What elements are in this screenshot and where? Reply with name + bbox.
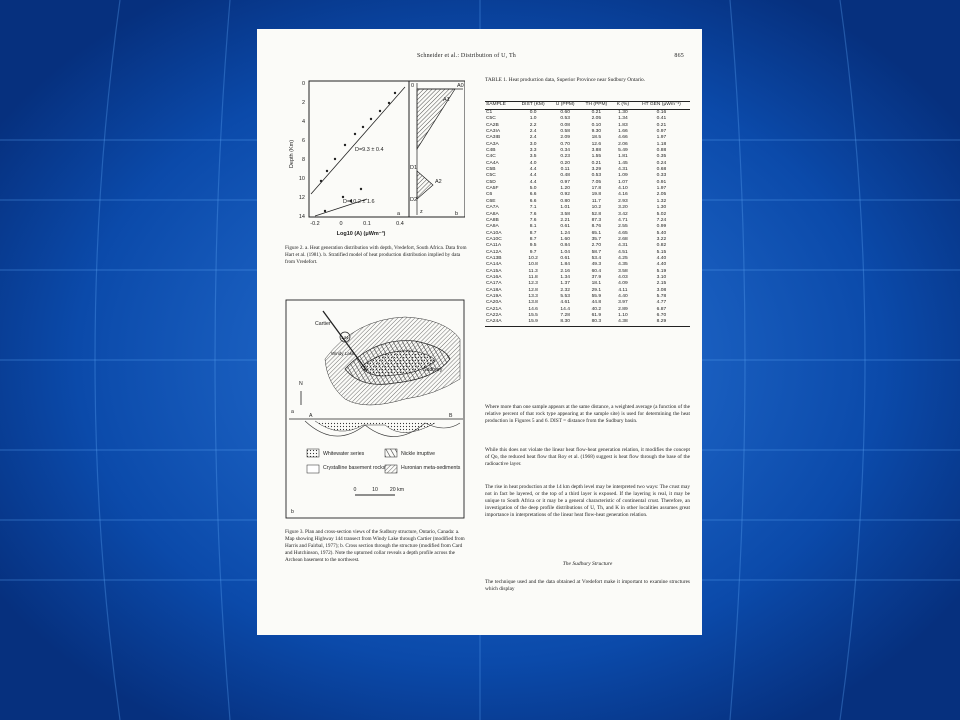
table-cell: 0.33 [656,173,667,179]
table-row [485,319,690,326]
map-label-cartier: Cartier [315,321,331,327]
table-cell: 2.09 [560,135,570,141]
x-tick: -0.2 [310,221,320,227]
table-cell: 8.7 [529,230,537,236]
table-cell: 4.0 [529,160,537,166]
table-cell: 4.25 [618,255,628,261]
table-cell: 0.92 [560,192,570,198]
table-cell: 5.19 [656,268,667,274]
y-tick: 4 [301,119,305,125]
table-cell: 5.02 [656,211,667,217]
table-cell: 0.60 [560,110,570,115]
table-cell: 2.70 [591,243,602,249]
table-cell: CA14A [486,262,502,268]
table-cell: 4.09 [618,281,628,287]
table-cell: CA24A [485,319,516,326]
table-cell: 60.4 [591,268,602,274]
map-north-label: N [299,381,303,387]
table-cell: 0.99 [656,224,667,230]
table-cell: 8.76 [591,224,602,230]
figure-2 [285,79,465,249]
col-header: TH (PPM) [580,102,613,109]
body-paragraph-1: While this does not violate the linear heat flow-heat generation relation, it modifies the concept of Qo, the reduced heat flow that Roy et al. (1968) suggest is heat flow through the base of the radioactive layer. [485,447,690,467]
table-cell: 0.53 [560,116,570,122]
table-cell: 14.4 [560,306,570,312]
table-cell: 0.16 [656,110,667,115]
table-cell: C6E [486,198,496,204]
table-cell: 4.66 [618,135,628,141]
table-cell: 2.93 [618,198,628,204]
table-cell: CA17A [486,281,502,287]
table-cell: 0.97 [656,129,667,135]
table-cell: 4.40 [618,293,628,299]
table-cell: 1.04 [560,249,570,255]
fig2-label-d1: D1 [410,165,418,171]
table-cell: 3.88 [591,148,602,154]
table-cell: 7.05 [591,179,602,185]
table-cell: CA12A [486,249,502,255]
table-cell: 1.10 [618,313,628,318]
table-cell: 1.30 [656,205,667,211]
table-cell: 2.05 [591,116,602,122]
panel-a-label: a [397,211,401,217]
scale-label-10: 10 [372,487,378,493]
table-cell: 4.40 [656,255,667,261]
table-cell: 11.3 [528,268,538,274]
y-tick: 2 [301,100,305,106]
table-cell: 4.4 [529,167,537,173]
figure-3 [285,299,465,521]
legend-swatch-dots [307,449,319,457]
x-tick: 0 [339,221,343,227]
y-tick: 8 [301,157,305,163]
table-cell: 1.97 [656,186,667,192]
table-cell: 8.30 [551,319,580,326]
table-cell: 1.32 [656,198,667,204]
table-cell: 3.58 [618,268,628,274]
y-tick: 10 [298,176,305,182]
legend-whitewater: Whitewater series [323,451,365,457]
table-cell: 5.53 [560,293,570,299]
y-tick: 6 [301,138,305,144]
table-cell: 2.21 [560,217,570,223]
table-cell: 3.08 [656,287,667,293]
table-cell: 2.06 [618,141,628,147]
figure-2-caption: Figure 2. a. Heat generation distribution with depth, Vredefort, South Africa. Data from Hart et al. (1981). b. Stratified model of heat production distribution implied by data from Vredefort. [285,245,467,265]
table-cell: 10.2 [591,205,602,211]
y-tick: 0 [301,81,305,87]
table-cell: 4.4 [529,173,537,179]
table-cell: CA3IB [486,135,501,141]
header-title: Schneider et al.: Distribution of U, Th [417,53,517,59]
table-cell: 1.97 [656,135,667,141]
y-tick: 12 [298,195,305,201]
table-cell: 0.21 [591,110,602,115]
table-cell: 4.65 [618,230,628,236]
table-cell: 3.22 [656,236,667,242]
table-cell: C5C [486,116,496,122]
legend-nickle: Nickle irruptive [401,451,436,457]
table-cell: 12.6 [591,141,602,147]
table-cell: 4.61 [560,300,570,306]
table-cell: 11.8 [528,274,538,280]
table-cell: C6 [486,192,493,198]
table-cell: 17.8 [591,186,602,192]
table-cell: C5C [486,173,496,179]
table-cell: 9.5 [529,243,537,249]
table-cell: 13.8 [528,300,538,306]
table-cell: 6.87 [656,306,667,312]
table-cell: 1.20 [560,186,570,192]
table-cell: 3.97 [618,300,628,306]
table-cell: 3.29 [591,167,602,173]
scale-label-20: 20 km [389,487,405,493]
table-cell: 1.09 [618,173,628,179]
table-cell: CA4A [486,160,499,166]
table-footnote: Where more than one sample appears at the same distance, a weighted average (a function of the relative percent of that rock type appearing at the sample site) is used for determining the heat production in Figures 5 and 6. DIST = distance from the Sudbury basin. [485,404,690,424]
table-cell: CA19A [486,293,502,299]
table-cell: 2.16 [560,268,570,274]
table-cell: 0.82 [656,243,667,249]
table-cell: 1.34 [618,116,628,122]
x-tick: 0.4 [396,221,404,227]
table-cell: 0.08 [560,122,570,128]
legend-huronian: Huronian meta-sediments [401,465,461,471]
table-cell: 10.2 [528,255,538,261]
table-cell: 3.3 [529,148,537,154]
page-number: 865 [674,53,684,59]
table-cell: 6.6 [529,198,537,204]
table-cell: CA3IA [486,129,501,135]
table-cell: 0.41 [656,116,667,122]
fig2-y-label: Depth (Km) [289,139,295,169]
table-cell: 3.10 [656,274,667,280]
table-cell: 80.3 [580,319,613,326]
table-cell: 1.55 [591,154,602,160]
table-1 [485,101,690,327]
section-a-label: A [309,413,313,419]
table-cell: C1 [486,110,493,115]
table-cell: 6.70 [656,313,667,318]
table-cell: 7.6 [529,211,537,217]
table-cell: CA10A [486,230,502,236]
table-cell: 1.07 [618,179,628,185]
table-cell: C5B [486,167,496,173]
table-cell: 0.53 [591,173,602,179]
table-cell: 4.10 [618,186,628,192]
table-cell: 4.03 [618,274,628,280]
table-cell: 0.24 [656,160,667,166]
table-cell: 55.9 [591,293,602,299]
running-header [417,53,684,59]
table-cell: CA2B [486,122,499,128]
table-cell: 7.28 [560,313,570,318]
table-cell: 4.31 [618,243,628,249]
section-b-label: B [449,413,453,419]
table-cell: 3.0 [529,141,537,147]
section-heading: The Sudbury Structure [562,561,613,567]
table-cell: 0.21 [656,122,667,128]
table-cell: 7.6 [529,217,537,223]
table-cell: 0.61 [560,255,570,261]
table-cell: 5.15 [656,249,667,255]
legend-swatch-plain [307,465,319,473]
table-cell: C5D [486,179,496,185]
table-cell: CA21A [486,306,502,312]
table-cell: 1.83 [618,122,628,128]
table-cell: 15.9 [516,319,551,326]
table-cell: C4B [486,148,496,154]
table-cell: 58.7 [591,249,602,255]
table-cell: 5.49 [618,148,628,154]
table-cell: 3.20 [618,205,628,211]
table-cell: CA18A [486,287,502,293]
body-paragraph-3: The technique used and the data obtained at Vredefort make it important to examine structures which display [485,579,690,592]
table-cell: 4.16 [618,192,628,198]
table-cell: 1.60 [560,236,570,242]
table-cell: 35.7 [591,236,602,242]
table-cell: 0.20 [560,160,570,166]
map-label-windy-lake: Windy Lake [331,351,355,356]
table-cell: 0.61 [560,224,570,230]
table-cell: C4C [486,154,496,160]
table-cell: CA8B [486,217,499,223]
col-header: HT GEN (μWm⁻³) [633,102,690,109]
table-cell: 15.5 [528,313,538,318]
table-cell: 0.88 [656,148,667,154]
fig2-y-ticks [299,81,305,220]
table-cell: 2.4 [529,135,537,141]
col-header: U (PPM) [551,102,580,109]
table-cell: 0.58 [560,129,570,135]
table-cell: CA22A [486,313,502,318]
table-cell: 2.4 [529,129,537,135]
table-cell: 3.5 [529,154,537,160]
table-cell: 1.84 [560,262,570,268]
table-1-caption: TABLE 1. Heat production data, Superior Province near Sudbury Ontario. [485,77,646,83]
col-header: K (%) [613,102,633,109]
table-cell: CA8A [486,211,499,217]
panel-b-label: b [455,211,459,217]
table-cell: CA11A [486,243,502,249]
table-cell: 40.2 [591,306,602,312]
table-cell: 2.05 [656,192,667,198]
journal-page [257,29,702,635]
table-cell: 18.5 [591,135,602,141]
table-cell: 2.2 [529,122,537,128]
table-cell: CA10C [486,236,502,242]
scale-label-0: 0 [353,487,357,493]
fig2-label-0: 0 [411,83,415,89]
table-cell: 44.8 [591,300,602,306]
table-cell: 5.78 [656,293,667,299]
table-cell: 3.42 [618,211,628,217]
table-cell: 2.55 [618,224,628,230]
table-cell: 1.0 [529,116,537,122]
table-cell: 3.58 [560,211,570,217]
table-cell: 0.0 [529,110,537,115]
table-cell: 1.66 [618,129,628,135]
table-cell: 11.7 [591,198,601,204]
fig2-label-a0: A0 [457,83,464,89]
table-cell: 37.9 [591,274,602,280]
legend-crystalline: Crystalline basement rocks [323,465,386,471]
table-cell: 1.30 [618,110,628,115]
fig2-fit-line-1 [311,87,405,194]
table-cell: CA9A [486,224,499,230]
table-cell: 9.30 [591,129,602,135]
table-cell: CA13B [486,255,502,261]
fig2-label-a2: A2 [435,179,442,185]
legend-swatch-diag [385,465,397,473]
table-cell: CA3A [486,141,499,147]
fig2-line2-label: D=10.2 ± 1.6 [343,199,375,205]
table-cell: 7.1 [529,205,537,211]
table-cell: 4.31 [618,167,628,173]
table-cell: 2.68 [618,236,628,242]
fig2-label-a1: A1 [443,97,450,103]
table-cell: 61.9 [591,313,602,318]
table-cell: 1.81 [618,154,628,160]
table-cell: 8.29 [633,319,690,326]
table-cell: 0.84 [560,243,570,249]
table-cell: 0.21 [591,160,602,166]
figure-3-caption: Figure 3. Plan and cross-section views of the Sudbury structure, Ontario, Canada: a. Map showing Highway 144 transect from Windy Lake through Cartier (modified from Harris and Fairbal, 1977); b. Cross section through the structure (modified from Card and Hutchinson, 1972). Note the upturned collar reveals a depth profile across the Archean basement to the northwest. [285,529,465,563]
table-cell: 0.68 [656,167,667,173]
table-cell: CA15A [486,268,502,274]
table-cell: 1.37 [560,281,570,287]
fig2-layer-2 [417,171,433,199]
legend-swatch-hatch [385,449,397,457]
table-cell: 87.3 [591,217,602,223]
table-cell: 29.1 [591,287,602,293]
fig2-x-label: Log10 (A) (μWm⁻³) [336,231,386,237]
table-cell: 5.0 [529,186,537,192]
col-header: SAMPLE [485,102,516,109]
fig2-line1-label: D=9.3 ± 0.4 [355,147,384,153]
table-cell: 49.3 [591,262,602,268]
table-cell: 65.1 [591,230,602,236]
table-cell: 1.01 [560,205,570,211]
table-cell: 4.11 [618,287,628,293]
table-cell: 52.8 [591,211,602,217]
table-cell: 5.40 [656,230,667,236]
table-cell: 0.11 [560,167,570,173]
map-label-144: 144 [341,335,349,340]
table-1-body [485,110,690,327]
table-cell: 2.32 [560,287,570,293]
table-cell: 4.38 [613,319,633,326]
table-cell: CA16A [486,274,502,280]
table-cell: 8.1 [529,224,537,230]
table-cell: 4.4 [529,179,537,185]
table-cell: CA5F [486,186,499,192]
table-cell: 4.71 [618,217,628,223]
table-cell: 0.91 [656,179,667,185]
table-cell: 12.8 [528,287,538,293]
section-profile [315,421,435,433]
table-cell: CA20A [486,300,502,306]
table-cell: 2.15 [656,281,667,287]
table-cell: 1.45 [618,160,628,166]
table-cell: 53.4 [591,255,602,261]
table-cell: 1.34 [560,274,570,280]
table-cell: 0.10 [591,122,602,128]
table-cell: 4.35 [618,262,628,268]
table-cell: 6.6 [529,192,537,198]
table-cell: 7.24 [656,217,667,223]
table-cell: 1.18 [656,141,667,147]
table-cell: 12.3 [528,281,538,287]
table-cell: 13.3 [528,293,538,299]
x-tick: 0.1 [363,221,371,227]
table-cell: 4.51 [618,249,628,255]
panel-a-label: a [291,409,294,415]
panel-b-label: b [291,509,294,515]
table-cell: 2.89 [618,306,628,312]
map-label-sudbury: Sudbury [423,367,443,373]
table-cell: 4.40 [656,262,667,268]
table-cell: 19.8 [591,192,602,198]
table-cell: 0.70 [560,141,570,147]
table-cell: 18.1 [591,281,602,287]
table-cell: 0.35 [656,154,667,160]
y-tick: 14 [298,214,305,220]
table-cell: 1.24 [560,230,570,236]
table-cell: CA7A [486,205,499,211]
table-cell: 9.7 [529,249,537,255]
table-cell: 0.80 [560,198,570,204]
table-cell: 0.34 [560,148,570,154]
table-cell: 0.97 [560,179,570,185]
fig2-label-z: z [420,209,423,215]
table-cell: 0.48 [560,173,570,179]
table-cell: 10.8 [528,262,538,268]
fig2-label-d2: D2 [410,197,418,203]
table-cell: 4.77 [656,300,667,306]
col-header: DIST (KM) [516,102,551,109]
table-cell: 8.7 [529,236,537,242]
table-cell: 14.6 [528,306,538,312]
body-paragraph-2: The rise in heat production at the 14 km depth level may be interpreted two ways: The crust may not in fact be layered, or the top of a third layer is exposed. If the layering is real, it may be unique to South Africa or it may be a general characteristic of continental crust. Therefore, an investigation of the deep profile distributions of U, Th, and K in other localities assumes great importance in interpretations of the linear heat flow-heat generation relation. [485,484,690,518]
table-cell: 0.23 [560,154,570,160]
